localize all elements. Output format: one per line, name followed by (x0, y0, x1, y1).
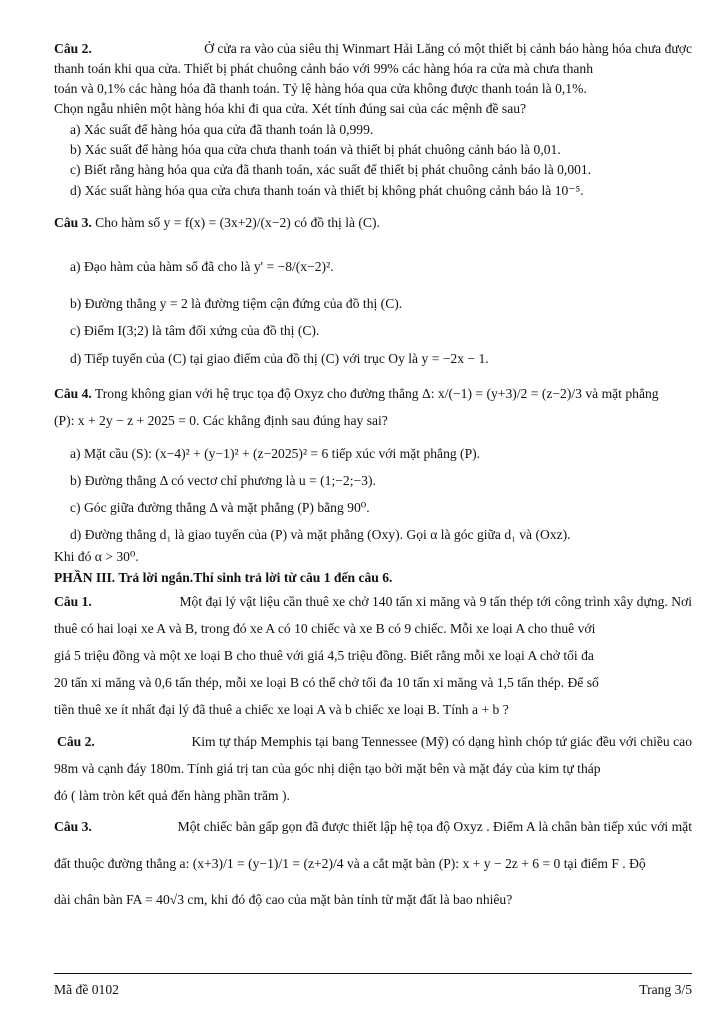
p3-q3-line-3: dài chân bàn FA = 40√3 cm, khi đó độ cao của mặt bàn tính từ mặt đất là bao nhiêu? (54, 892, 513, 907)
footer-divider (54, 973, 692, 974)
q4-stem-1: Câu 4. Trong không gian với hệ trục tọa độ Oxyz cho đường thẳng Δ: x/(−1) = (y+3)/2 = (z−2)/3 và mặt phẳng (54, 386, 659, 401)
q2-line-2: thanh toán khi qua cửa. Thiết bị phát chuông cảnh báo với 99% các hàng hóa ra cửa mà chưa thanh (54, 61, 593, 76)
p3-q1-line-3: giá 5 triệu đồng và một xe loại B cho thuê với giá 4,5 triệu đồng. Biết rằng mỗi xe loại A chở tối đa (54, 648, 594, 663)
footer-page-number: Trang 3/5 (639, 982, 692, 997)
q2-option-b: b) Xác suất để hàng hóa qua cửa chưa thanh toán và thiết bị phát chuông cảnh báo là 0,01. (70, 142, 561, 157)
q3-option-d: d) Tiếp tuyến của (C) tại giao điểm của đồ thị (C) với trục Oy là y = −2x − 1. (70, 351, 489, 366)
q4-option-a: a) Mặt cầu (S): (x−4)² + (y−1)² + (z−2025)² = 6 tiếp xúc với mặt phẳng (P). (70, 446, 481, 461)
p3-q2-line-3: đó ( làm tròn kết quả đến hàng phần trăm ). (54, 788, 290, 803)
q2-line-3: toán và 0,1% các hàng hóa đã thanh toán. Tỷ lệ hàng hóa qua cửa không được thanh toán là 0,1%. (54, 81, 587, 96)
q3-option-a: a) Đạo hàm của hàm số đã cho là y' = −8/(x−2)². (70, 259, 334, 274)
p3-q2-line-2: 98m và cạnh đáy 180m. Tính giá trị tan của góc nhị diện tạo bởi mặt bên và mặt đáy của kim tự tháp (54, 761, 601, 776)
q4-option-b: b) Đường thẳng Δ có vectơ chỉ phương là u = (1;−2;−3). (70, 473, 376, 488)
p3-q1-line-5: tiền thuê xe ít nhất đại lý đã thuê a chiếc xe loại A và b chiếc xe loại B. Tính a + b ? (54, 702, 509, 717)
q4-option-d: d) Đường thẳng d₁ là giao tuyến của (P) và mặt phẳng (Oxy). Gọi α là góc giữa d₁ và (Oxz). (70, 527, 571, 542)
q4-option-c: c) Góc giữa đường thẳng Δ và mặt phẳng (P) bằng 90⁰. (70, 500, 370, 515)
p3-q3-line-2: đất thuộc đường thẳng a: (x+3)/1 = (y−1)/1 = (z+2)/4 và a cắt mặt bàn (P): x + y − 2z + 6 = 0 tại điểm F . Độ (54, 856, 646, 871)
q3-stem: Câu 3. Cho hàm số y = f(x) = (3x+2)/(x−2) có đồ thị là (C). (54, 215, 380, 230)
q4-stem-2: (P): x + 2y − z + 2025 = 0. Các khẳng định sau đúng hay sai? (54, 413, 388, 428)
p3-q1-line-1: Câu 1. Một đại lý vật liệu cần thuê xe chở 140 tấn xi măng và 9 tấn thép tới công trình xây dựng. Nơi (54, 594, 692, 609)
q2-option-a: a) Xác suất để hàng hóa qua cửa đã thanh toán là 0,999. (70, 122, 374, 137)
q2-option-c: c) Biết rằng hàng hóa qua cửa đã thanh toán, xác suất để thiết bị phát chuông cảnh báo là 0,001. (70, 162, 592, 177)
footer-exam-code: Mã đề 0102 (54, 982, 119, 997)
part3-heading: PHẦN III. Trả lời ngắn.Thí sinh trả lời từ câu 1 đến câu 6. (54, 570, 393, 585)
q3-option-c: c) Điểm I(3;2) là tâm đối xứng của đồ thị (C). (70, 323, 320, 338)
p3-q3-line-1: Câu 3. Một chiếc bàn gấp gọn đã được thiết lập hệ tọa độ Oxyz . Điểm A là chân bàn tiếp xúc với mặt (54, 819, 692, 834)
q2-line-1: Câu 2. Ở cửa ra vào của siêu thị Winmart Hải Lăng có một thiết bị cảnh báo hàng hóa chưa được (54, 41, 692, 56)
q2-option-d: d) Xác suất hàng hóa qua cửa chưa thanh toán và thiết bị không phát chuông cảnh báo là 10⁻⁵. (70, 183, 584, 198)
p3-q1-line-2: thuê có hai loại xe A và B, trong đó xe A có 10 chiếc và xe B có 9 chiếc. Mỗi xe loại A cho thuê với (54, 621, 596, 636)
q4-option-d-cont: Khi đó α > 30⁰. (54, 549, 139, 564)
p3-q2-line-1: Câu 2. Kim tự tháp Memphis tại bang Tennessee (Mỹ) có dạng hình chóp tứ giác đều với chiều cao (57, 734, 692, 749)
q3-option-b: b) Đường thẳng y = 2 là đường tiệm cận đứng của đồ thị (C). (70, 296, 403, 311)
q2-line-4: Chọn ngẫu nhiên một hàng hóa khi đi qua cửa. Xét tính đúng sai của các mệnh đề sau? (54, 101, 527, 116)
p3-q1-line-4: 20 tấn xi măng và 0,6 tấn thép, mỗi xe loại B có thể chở tối đa 10 tấn xi măng và 1,5 tấn thép. Để số (54, 675, 599, 690)
